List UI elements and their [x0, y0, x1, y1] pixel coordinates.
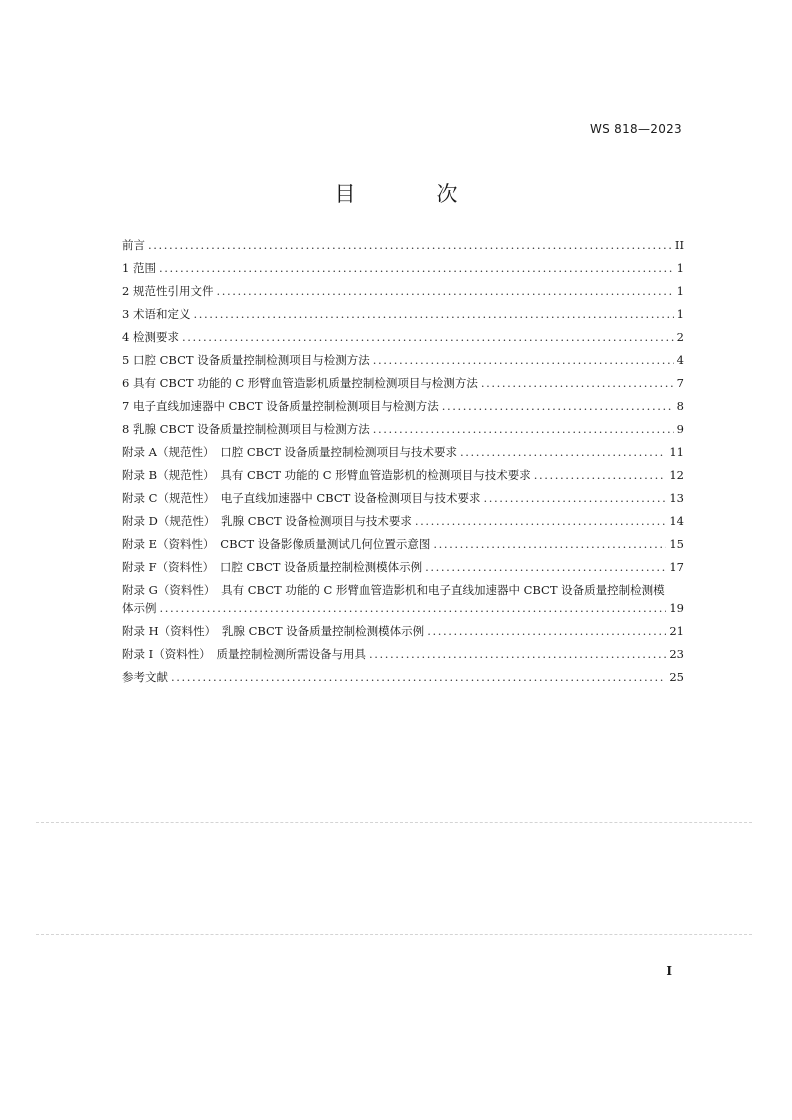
toc-entry-label: 2 规范性引用文件	[122, 284, 214, 298]
toc-entry-label: 附录 I（资料性） 质量控制检测所需设备与用具	[122, 647, 366, 661]
dot-leader	[159, 259, 674, 277]
dot-leader	[193, 305, 673, 323]
toc-entry-page: 15	[669, 537, 684, 551]
toc-entry-label: 附录 A（规范性） 口腔 CBCT 设备质量控制检测项目与技术要求	[122, 445, 457, 459]
page-title: 目 次	[334, 182, 488, 206]
toc-entry-label: 5 口腔 CBCT 设备质量控制检测项目与检测方法	[122, 353, 370, 367]
toc-entry-label: 前言	[122, 238, 145, 252]
toc-entry-8[interactable]	[122, 420, 684, 443]
dot-leader	[182, 328, 674, 346]
toc-entry-appendix-c[interactable]	[122, 489, 684, 512]
toc-entry-appendix-i[interactable]	[122, 645, 684, 668]
divider	[36, 822, 752, 823]
dot-leader	[433, 535, 666, 553]
toc-entry-page: 25	[669, 670, 684, 684]
toc-entry-page: 1	[676, 307, 684, 321]
toc-entry-1[interactable]	[122, 259, 684, 282]
divider	[36, 934, 752, 935]
toc-entry-page: 17	[669, 560, 684, 574]
toc-entry-preface[interactable]	[122, 236, 684, 259]
toc-entry-appendix-f[interactable]	[122, 558, 684, 581]
toc-entry-appendix-h[interactable]	[122, 622, 684, 645]
toc-entry-appendix-b[interactable]	[122, 466, 684, 489]
dot-leader	[481, 374, 674, 392]
toc-entry-page: 14	[669, 514, 684, 528]
toc-entry-label: 附录 E（资料性） CBCT 设备影像质量测试几何位置示意图	[122, 537, 431, 551]
toc-entry-page: 2	[676, 330, 684, 344]
toc-entry-7[interactable]	[122, 397, 684, 420]
dot-leader	[148, 236, 672, 254]
dot-leader	[373, 420, 674, 438]
toc-entry-references[interactable]	[122, 668, 684, 691]
dot-leader	[369, 645, 666, 663]
toc-entry-label: 3 术语和定义	[122, 307, 191, 321]
toc-entry-appendix-e[interactable]	[122, 535, 684, 558]
toc-entry-page: 12	[669, 468, 684, 482]
toc-entry-appendix-a[interactable]	[122, 443, 684, 466]
toc-entry-label-line2: 体示例	[122, 601, 157, 615]
toc-entry-2[interactable]	[122, 282, 684, 305]
toc-entry-label: 附录 B（规范性） 具有 CBCT 功能的 C 形臂血管造影机的检测项目与技术要求	[122, 468, 531, 482]
toc-entry-page: II	[674, 238, 684, 252]
toc-entry-page: 8	[676, 399, 684, 413]
toc-entry-page: 4	[676, 353, 684, 367]
dot-leader	[534, 466, 667, 484]
toc-entry-page: 13	[669, 491, 684, 505]
toc-entry-appendix-d[interactable]	[122, 512, 684, 535]
toc-entry-4[interactable]	[122, 328, 684, 351]
toc-entry-label: 附录 C（规范性） 电子直线加速器中 CBCT 设备检测项目与技术要求	[122, 491, 481, 505]
toc-entry-page: 1	[676, 284, 684, 298]
toc-entry-page: 11	[669, 445, 684, 459]
toc-entry-label: 附录 F（资料性） 口腔 CBCT 设备质量控制检测模体示例	[122, 560, 423, 574]
toc-entry-page: 7	[676, 376, 684, 390]
dot-leader	[160, 599, 667, 617]
toc-entry-page: 23	[669, 647, 684, 661]
toc-entry-page: 9	[676, 422, 684, 436]
dot-leader	[216, 282, 673, 300]
toc-entry-label: 7 电子直线加速器中 CBCT 设备质量控制检测项目与检测方法	[122, 399, 439, 413]
toc-entry-label: 附录 D（规范性） 乳腺 CBCT 设备检测项目与技术要求	[122, 514, 412, 528]
dot-leader	[442, 397, 674, 415]
standard-number: WS 818—2023	[589, 122, 682, 136]
toc-entry-page: 19	[669, 601, 684, 615]
toc-entry-label: 1 范围	[122, 261, 156, 275]
dot-leader	[483, 489, 666, 507]
toc-entry-label-line1: 附录 G（资料性） 具有 CBCT 功能的 C 形臂血管造影机和电子直线加速器中 CBCT 设备质量控制检测模	[122, 583, 665, 597]
toc-entry-label: 4 检测要求	[122, 330, 179, 344]
toc-entry-label: 参考文献	[122, 670, 168, 684]
toc-entry-page: 1	[676, 261, 684, 275]
toc-entry-label: 6 具有 CBCT 功能的 C 形臂血管造影机质量控制检测项目与检测方法	[122, 376, 478, 390]
toc-entry-3[interactable]	[122, 305, 684, 328]
table-of-contents	[122, 236, 684, 691]
dot-leader	[460, 443, 666, 461]
dot-leader	[171, 668, 666, 686]
dot-leader	[415, 512, 666, 530]
toc-entry-label: 8 乳腺 CBCT 设备质量控制检测项目与检测方法	[122, 422, 370, 436]
toc-entry-appendix-g[interactable]	[122, 581, 684, 622]
toc-entry-5[interactable]	[122, 351, 684, 374]
toc-entry-6[interactable]	[122, 374, 684, 397]
dot-leader	[425, 558, 666, 576]
dot-leader	[427, 622, 666, 640]
page-number: I	[666, 964, 672, 978]
dot-leader	[373, 351, 674, 369]
toc-entry-page: 21	[669, 624, 684, 638]
toc-entry-label: 附录 H（资料性） 乳腺 CBCT 设备质量控制检测模体示例	[122, 624, 425, 638]
